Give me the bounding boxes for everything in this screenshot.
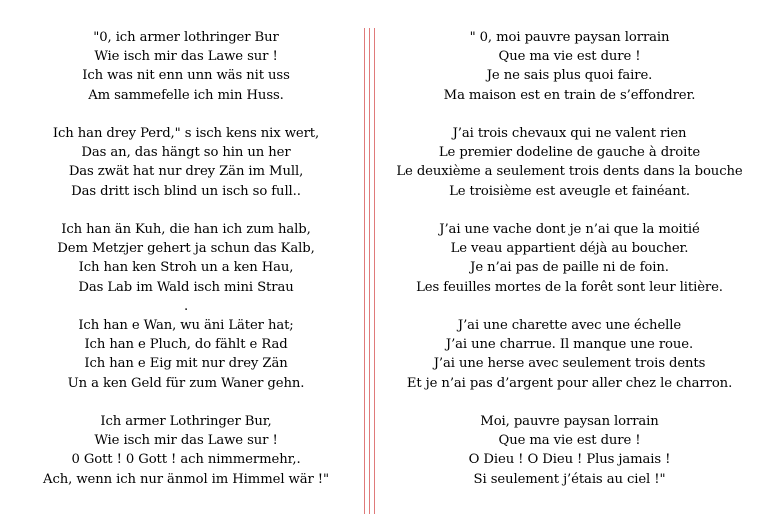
poem-line: Le veau appartient déjà au boucher. [450, 241, 689, 257]
poem-line: O Dieu ! O Dieu ! Plus jamais ! [468, 452, 671, 468]
poem-line: Je n’ai pas de paille ni de foin. [470, 260, 669, 276]
poem-line: Wie isch mir das Lawe sur ! [94, 433, 278, 449]
poem-line: Ich han e Pluch, do fählt e Rad [84, 337, 288, 353]
poem-line: Ich han e Eig mit nur drey Zän [84, 356, 288, 372]
poem-line: " 0, moi pauvre paysan lorrain [469, 30, 670, 45]
poem-line: J’ai une charette avec une échelle [457, 318, 682, 333]
poem-line: Je ne sais plus quoi faire. [486, 68, 653, 84]
poem-line: Das zwät hat nur drey Zän im Mull, [68, 164, 304, 180]
stanza-gap [0, 105, 372, 124]
poem-line: Le troisième est aveugle et fainéant. [449, 183, 690, 199]
poem-line: Ich han e Wan, wu äni Läter hat; [78, 318, 294, 334]
poem-line: Das dritt isch blind un isch so full.. [71, 183, 301, 199]
poem-line: Am sammefelle ich min Huss. [88, 87, 284, 103]
stanza-gap [372, 297, 767, 316]
poem-line: Dem Metzjer gehert ja schun das Kalb, [57, 241, 315, 257]
poem-line: Das Lab im Wald isch mini Strau [78, 279, 294, 295]
poem-line: J’ai une vache dont je n’ai que la moitié [439, 222, 700, 237]
poem-stanza [0, 124, 372, 201]
poem-line: Ich han än Kuh, die han ich zum halb, [61, 222, 311, 237]
poem-stanza [0, 220, 372, 393]
poem-line: Un a ken Geld für zum Waner gehn. [67, 375, 305, 391]
poem-line: Moi, pauvre paysan lorrain [480, 414, 659, 429]
poem-line: J’ai trois chevaux qui ne valent rien [452, 126, 687, 141]
poem-line: Et je n’ai pas d’argent pour aller chez le charron. [406, 375, 733, 391]
poem-line: Si seulement j’étais au ciel !" [473, 471, 666, 487]
poem-line: "0, ich armer lothringer Bur [93, 30, 279, 45]
poem-line: Le premier dodeline de gauche à droite [438, 145, 701, 161]
poem-line: Le deuxième a seulement trois dents dans la bouche [396, 164, 743, 180]
column-divider-line [364, 28, 365, 514]
poem-line: Les feuilles mortes de la forêt sont leur litière. [416, 279, 723, 295]
poem-line: Ich was nit enn unn wäs nit uss [82, 68, 290, 84]
poem-line: J’ai une charrue. Il manque une roue. [445, 337, 694, 353]
poem-stanza [372, 316, 767, 393]
poem-line: Que ma vie est dure ! [498, 49, 641, 65]
poem-stanza [0, 28, 372, 105]
stanza-gap [0, 201, 372, 220]
stanza-gap [372, 201, 767, 220]
poem-line: Ma maison est en train de s’effondrer. [443, 87, 696, 103]
poem-line: 0 Gott ! 0 Gott ! ach nimmermehr,. [71, 452, 301, 468]
poem-stanza [372, 220, 767, 297]
poem-line: Que ma vie est dure ! [498, 433, 641, 449]
column-divider-line [369, 28, 370, 514]
poem-stanza [0, 412, 372, 489]
poem-stanza [372, 412, 767, 489]
poem-line: J’ai une herse avec seulement trois dents [433, 356, 706, 372]
poem-line: Ich han drey Perd," s isch kens nix wert, [52, 126, 320, 141]
poem-stanza [372, 28, 767, 105]
stanza-gap [0, 393, 372, 412]
german-poem-column [0, 28, 372, 489]
poem-line: Ach, wenn ich nur änmol im Himmel wär !" [43, 471, 329, 487]
poem-line: . [183, 298, 189, 314]
poem-stanza [372, 124, 767, 201]
french-poem-column [372, 28, 767, 489]
poem-line: Ich han ken Stroh un a ken Hau, [78, 260, 294, 276]
stanza-gap [372, 105, 767, 124]
poem-line: Das an, das hängt so hin un her [81, 145, 291, 161]
stanza-gap [372, 393, 767, 412]
poem-line: Ich armer Lothringer Bur, [100, 414, 272, 430]
poem-line: Wie isch mir das Lawe sur ! [94, 49, 278, 65]
